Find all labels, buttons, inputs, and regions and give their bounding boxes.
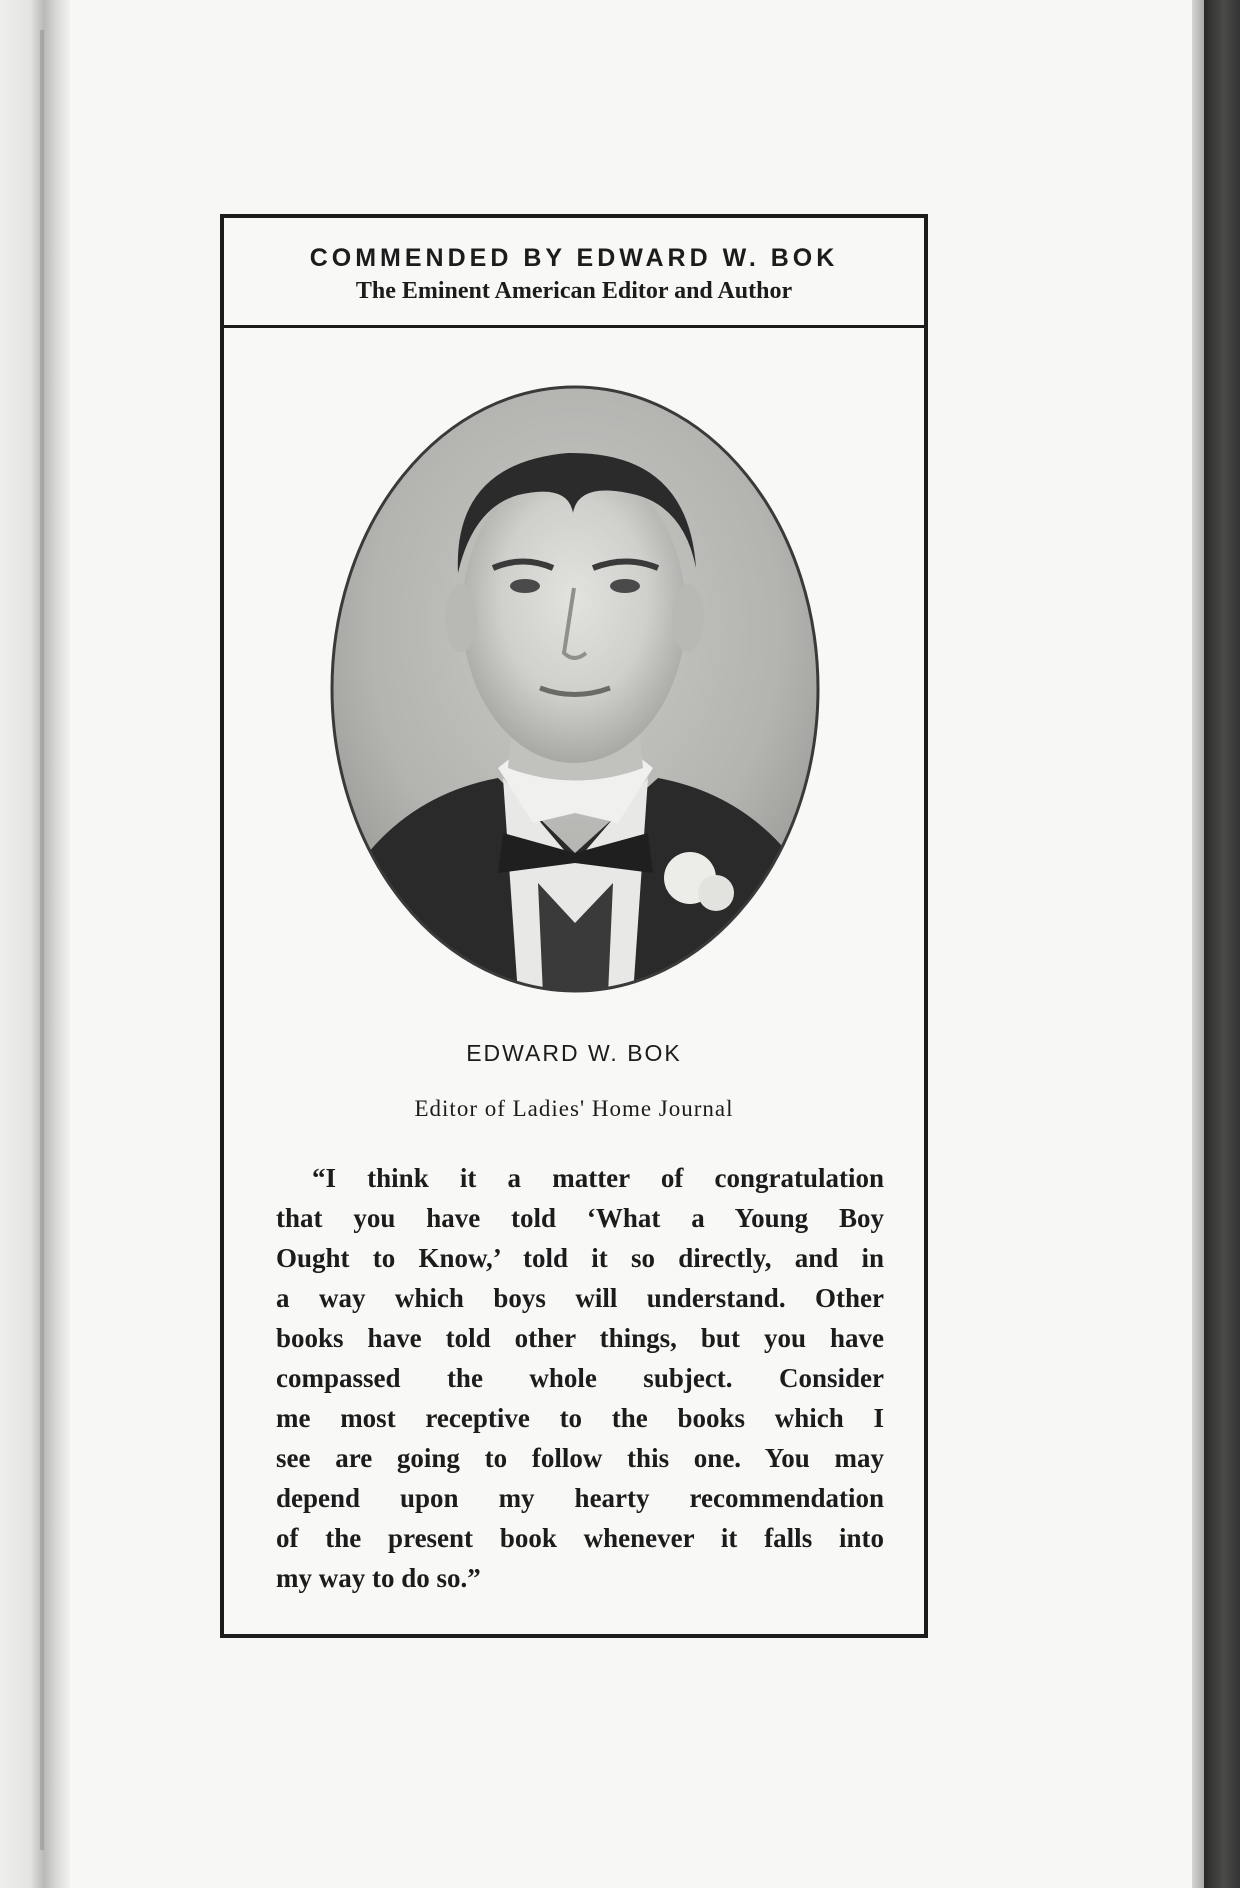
quote-line: compassed the whole subject. Consider	[276, 1363, 884, 1393]
quote-line: that you have told ‘What a Young Boy	[276, 1203, 884, 1233]
quote-line: see are going to follow this one. You may	[276, 1443, 884, 1473]
header-title: COMMENDED BY EDWARD W. BOK	[309, 244, 839, 272]
person-role: Editor of Ladies' Home Journal	[414, 1096, 734, 1121]
oval-portrait-photo-icon	[328, 383, 822, 995]
quote-line: depend upon my hearty recommendation	[276, 1483, 884, 1513]
quote-line: Ought to Know,’ told it so directly, and in	[276, 1243, 884, 1273]
person-name: EDWARD W. BOK	[466, 1040, 682, 1066]
commendation-frame	[220, 214, 928, 1638]
quote-line: “I think it a matter of congratulation	[312, 1163, 884, 1193]
quote-line: my way to do so.”	[276, 1563, 481, 1593]
page-edge	[1192, 0, 1204, 1888]
quote-line: of the present book whenever it falls into	[276, 1523, 884, 1553]
commendation-header	[224, 218, 924, 328]
book-cover-edge	[1204, 0, 1240, 1888]
page-gutter	[0, 0, 70, 1888]
quote-line: a way which boys will understand. Other	[276, 1283, 884, 1313]
quote-line: me most receptive to the books which I	[276, 1403, 884, 1433]
commendation-quote	[276, 1158, 884, 1598]
header-subtitle: The Eminent American Editor and Author	[355, 278, 793, 304]
quote-line: books have told other things, but you have	[276, 1323, 884, 1353]
